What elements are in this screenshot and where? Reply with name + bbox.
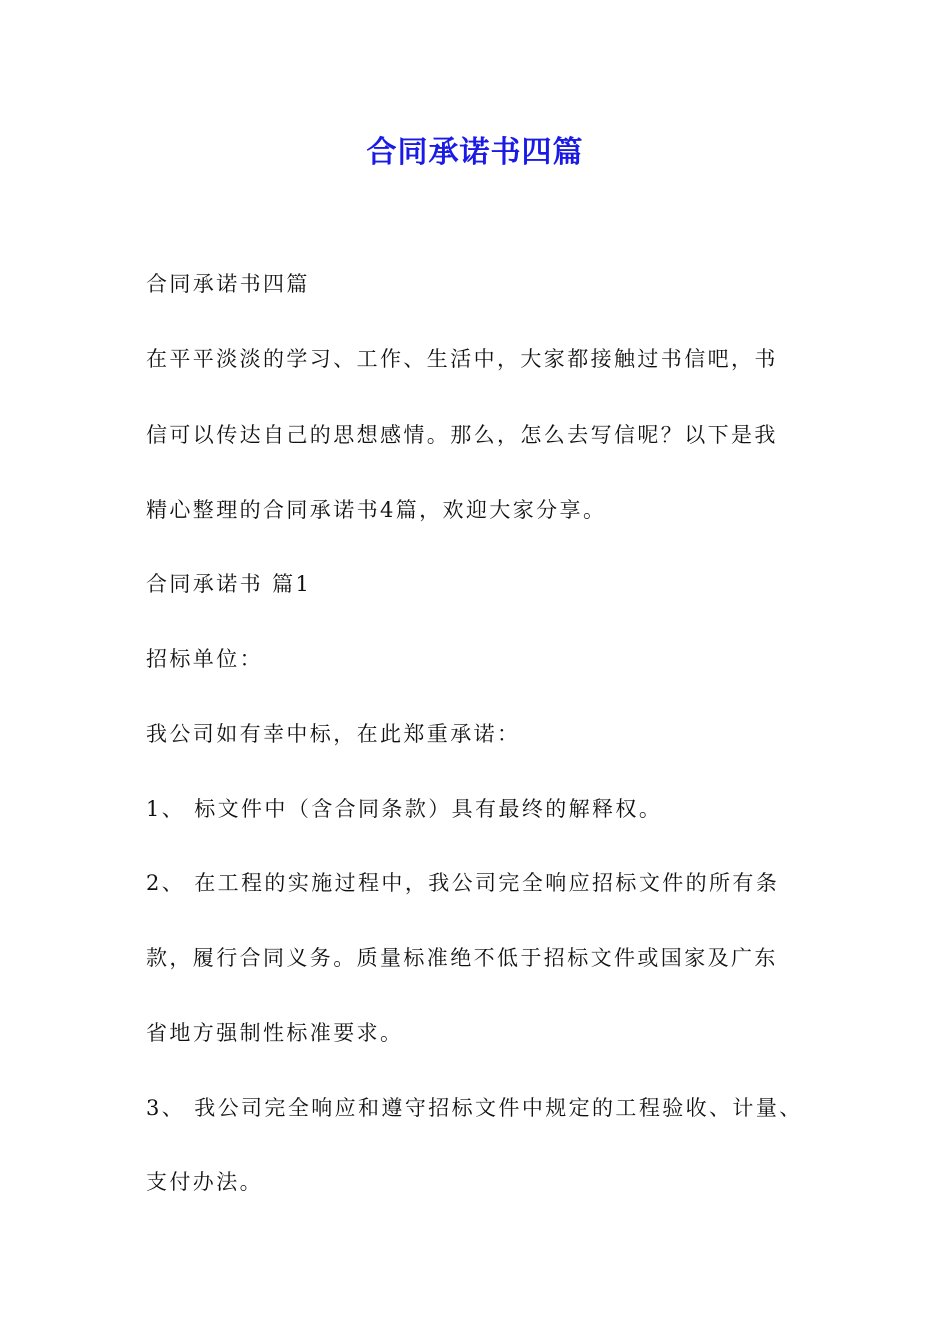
clause-1-line: 1、 标文件中（含合同条款）具有最终的解释权。 [146,797,663,821]
document-title: 合同承诺书四篇 [366,135,584,170]
clause-2-line-3: 省地方强制性标准要求。 [146,1021,404,1045]
intro-line-3: 精心整理的合同承诺书4篇，欢迎大家分享。 [146,498,607,522]
intro-line-1: 在平平淡淡的学习、工作、生活中，大家都接触过书信吧，书 [146,347,778,371]
pledge-line: 我公司如有幸中标，在此郑重承诺： [146,722,521,746]
clause-3-line-1: 3、 我公司完全响应和遵守招标文件中规定的工程验收、计量、 [146,1096,803,1120]
section-heading: 合同承诺书 篇1 [146,572,312,596]
clause-2-line-1: 2、 在工程的实施过程中，我公司完全响应招标文件的所有条 [146,871,780,895]
addressee-line: 招标单位： [146,647,263,671]
intro-line-2: 信可以传达自己的思想感情。那么，怎么去写信呢？以下是我 [146,423,778,447]
subtitle-line: 合同承诺书四篇 [146,272,310,296]
clause-2-line-2: 款，履行合同义务。质量标准绝不低于招标文件或国家及广东 [146,946,778,970]
clause-3-line-2: 支付办法。 [146,1170,263,1194]
